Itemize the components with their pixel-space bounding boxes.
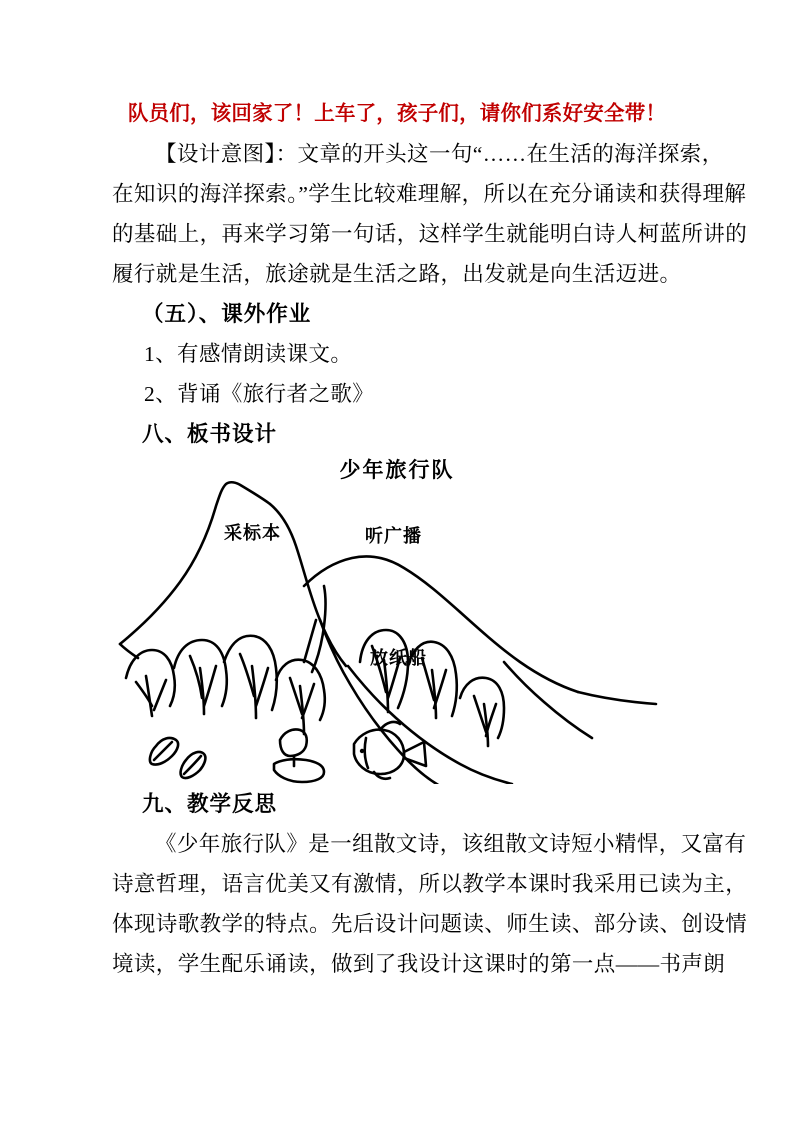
reflection-line-2: 诗意哲理，语言优美又有激情，所以教学本课时我采用已读为主，: [112, 872, 748, 896]
right-mountain-ridge: [304, 556, 460, 612]
right-mountain-tail: [578, 692, 656, 704]
fish-gill: [365, 738, 368, 768]
left-mountain-ridge: [120, 482, 270, 644]
design-intent-line-2: 在知识的海洋探索。”学生比较难理解，所以在充分诵读和获得理解: [112, 182, 747, 206]
label-collect-specimens: 采标本: [224, 523, 281, 543]
tree-stroke-l1c: [154, 680, 166, 710]
tree-clump-right-4: [460, 678, 504, 738]
homework-item-1: 1、有感情朗读课文。: [144, 342, 353, 366]
design-intent-line-1: 【设计意图】：文章的开头这一句“……在生活的海洋探索，: [155, 142, 724, 166]
design-intent-line-4: 履行就是生活，旅途就是生活之路，出发就是向生活迈进。: [112, 262, 682, 286]
label-float-paper-boat: 放纸船: [370, 648, 427, 668]
homework-item-2: 2、背诵《旅行者之歌》: [144, 382, 375, 406]
illustration-title: 少年旅行队: [339, 458, 455, 482]
tree-stroke-r4c: [486, 704, 496, 736]
design-intent-line-3: 的基础上，再来学习第一句话，这样学生就能明白诗人柯蓝所讲的: [112, 222, 748, 246]
document-body: [112, 94, 748, 984]
label-listen-broadcast: 听广播: [365, 526, 422, 546]
tree-clump-left-3: [224, 636, 277, 710]
fish-eye: [360, 749, 364, 753]
mountain-landscape-drawing: [112, 454, 682, 784]
paper-boat-hull: [274, 759, 324, 782]
tree-stroke-l2c: [204, 666, 216, 706]
blackboard-illustration: [112, 454, 682, 784]
reflection-line-4: 境读，学生配乐诵读，做到了我设计这课时的第一点——书声朗: [112, 952, 726, 976]
tree-stroke-r3c: [434, 670, 446, 708]
tree-stroke-r1a: [304, 620, 316, 662]
tree-stroke-l3c: [256, 668, 268, 706]
design-intent-paragraph: [112, 134, 748, 294]
reflection-line-3: 体现诗歌教学的特点。先后设计问题读、师生读、部分读、创设情: [112, 912, 748, 936]
river-bank-far: [504, 662, 592, 738]
heading-board-design: 八、板书设计: [142, 422, 278, 446]
fish-tail: [404, 742, 426, 766]
tree-stroke-l4c: [302, 684, 314, 718]
red-note-line: 队员们，该回家了！上车了，孩子们，请你们系好安全带！: [127, 103, 667, 125]
reflection-paragraph: [112, 824, 748, 984]
left-mountain-right-slope: [270, 504, 346, 666]
heading-homework: （五）、课外作业: [142, 302, 312, 326]
heading-teaching-reflection: 九、教学反思: [142, 792, 278, 816]
reflection-line-1: 《少年旅行队》是一组散文诗，该组散文诗短小精悍，又富有: [155, 832, 747, 856]
left-mountain-base-left: [120, 644, 138, 658]
